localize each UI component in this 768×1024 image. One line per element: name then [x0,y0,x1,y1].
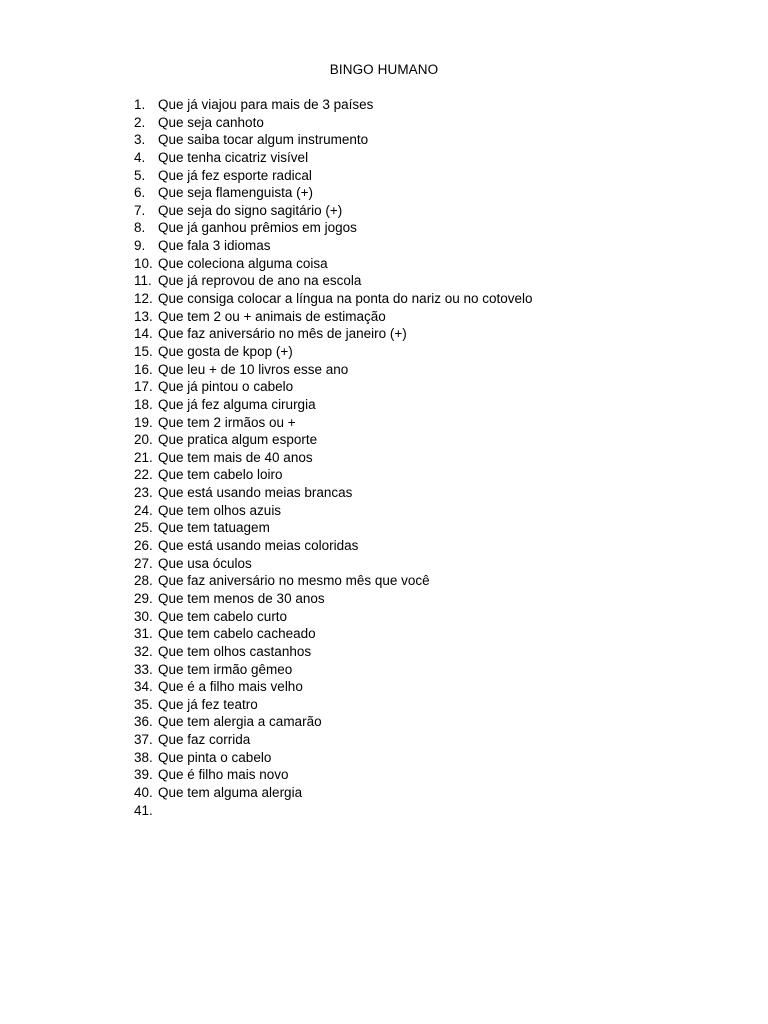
item-text: Que saiba tocar algum instrumento [158,132,369,148]
item-text: Que tem mais de 40 anos [158,449,313,465]
item-text: Que já viajou para mais de 3 países [158,97,374,112]
list-item [134,502,533,520]
list-item [134,378,533,396]
item-number: 38. [134,749,153,765]
item-number: 14. [134,326,153,342]
item-text: Que tem alguma alergia [158,784,303,800]
item-text: Que gosta de kpop (+) [158,343,293,359]
item-number: 28. [134,573,153,589]
item-number: 39. [134,767,153,783]
item-text: Que tem cabelo loiro [158,467,283,483]
list-item [134,643,533,661]
item-text: Que seja flamenguista (+) [158,185,313,201]
list-item [134,625,533,643]
item-number: 7. [134,202,146,218]
list-item [134,131,533,149]
item-number: 2. [134,114,146,130]
list-item [134,519,533,537]
item-number: 41. [134,802,153,818]
list-item [134,237,533,255]
list-item [134,114,533,132]
item-text: Que faz corrida [158,732,251,748]
list-item [134,396,533,414]
list-item [134,449,533,467]
list-item [134,590,533,608]
item-text: Que seja canhoto [158,114,264,130]
item-number: 1. [134,97,146,112]
item-text: Que tem olhos castanhos [158,643,312,659]
document-title: BINGO HUMANO [329,62,439,77]
list-item [134,608,533,626]
item-text: Que é filho mais novo [158,767,289,783]
list-item [134,255,533,273]
item-number: 37. [134,732,153,748]
item-number: 10. [134,255,153,271]
item-text: Que tem cabelo cacheado [158,626,316,642]
item-text: Que seja do signo sagitário (+) [158,202,343,218]
item-text: Que está usando meias coloridas [158,538,359,554]
list-item [134,696,533,714]
item-number: 25. [134,520,153,536]
item-number: 26. [134,538,153,554]
item-number: 9. [134,238,146,254]
item-text: Que já fez esporte radical [158,167,312,183]
item-number: 3. [134,132,146,148]
item-number: 4. [134,149,146,165]
item-number: 13. [134,308,153,324]
item-number: 16. [134,361,153,377]
item-number: 36. [134,714,153,730]
item-text: Que já ganhou prêmios em jogos [158,220,357,236]
list-item [134,219,533,237]
list-item [134,484,533,502]
item-text: Que tem olhos azuis [158,502,282,518]
item-text: Que tem cabelo curto [158,608,288,624]
item-number: 19. [134,414,153,430]
list-item [134,361,533,379]
item-text: Que já pintou o cabelo [158,379,294,395]
list-item [134,184,533,202]
item-number: 40. [134,784,153,800]
item-text: Que já fez teatro [158,696,258,712]
item-number: 30. [134,608,153,624]
item-number: 5. [134,167,146,183]
list-item [134,802,533,820]
item-text: Que tem tatuagem [158,520,270,536]
list-item [134,202,533,220]
list-item [134,167,533,185]
item-number: 27. [134,555,153,571]
list-item [134,290,533,308]
item-text: Que é a filho mais velho [158,679,303,695]
list-item [134,784,533,802]
list-item [134,555,533,573]
item-text: Que já reprovou de ano na escola [158,273,362,289]
item-text: Que já fez alguma cirurgia [158,396,316,412]
item-number: 35. [134,696,153,712]
item-number: 11. [134,273,152,289]
list-item [134,661,533,679]
list-item [134,466,533,484]
item-number: 33. [134,661,153,677]
item-number: 8. [134,220,146,236]
item-number: 24. [134,502,153,518]
item-number: 23. [134,485,153,501]
list-item [134,308,533,326]
item-number: 32. [134,643,153,659]
list-item [134,96,533,114]
item-text: Que usa óculos [158,555,252,571]
item-number: 15. [134,343,153,359]
list-item [134,572,533,590]
item-number: 21. [134,449,153,465]
item-text: Que leu + de 10 livros esse ano [158,361,349,377]
item-number: 18. [134,396,153,412]
item-text: Que faz aniversário no mês de janeiro (+) [158,326,407,342]
list-item [134,731,533,749]
list-item [134,431,533,449]
list-item [134,414,533,432]
item-text: Que tem 2 ou + animais de estimação [158,308,386,324]
list-item [134,325,533,343]
list-item [134,766,533,784]
item-number: 17. [134,379,153,395]
item-number: 12. [134,291,153,307]
item-text: Que tem alergia a camarão [158,714,322,730]
list-item [134,749,533,767]
item-text: Que tem 2 irmãos ou + [158,414,296,430]
item-text: Que tenha cicatriz visível [158,149,309,165]
item-text: Que tem irmão gêmeo [158,661,293,677]
item-number: 22. [134,467,153,483]
list-item [134,272,533,290]
list-item [134,713,533,731]
item-text: Que tem menos de 30 anos [158,590,325,606]
item-text: Que coleciona alguma coisa [158,255,328,271]
item-text: Que está usando meias brancas [158,485,353,501]
list-item [134,149,533,167]
list-item [134,678,533,696]
item-number: 34. [134,679,153,695]
item-text: Que consiga colocar a língua na ponta do nariz ou no cotovelo [158,291,533,307]
list-item [134,537,533,555]
item-number: 20. [134,432,153,448]
item-text: Que pratica algum esporte [158,432,318,448]
item-number: 31. [134,626,153,642]
item-text: Que faz aniversário no mesmo mês que você [158,573,430,589]
item-text: Que fala 3 idiomas [158,238,271,254]
item-number: 6. [134,185,146,201]
item-text: Que pinta o cabelo [158,749,272,765]
list-item [134,343,533,361]
item-number: 29. [134,590,153,606]
bingo-item-list [134,96,533,819]
